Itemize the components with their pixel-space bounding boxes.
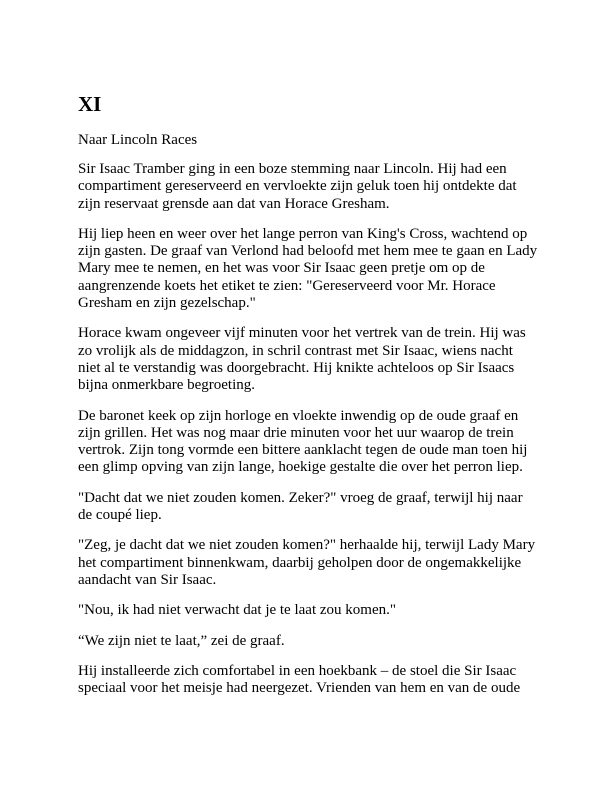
document-page (78, 92, 538, 710)
paragraph-3: Horace kwam ongeveer vijf minuten voor het vertrek van de trein. Hij was zo vrolijk als de middagzon, in schril contrast met Sir Isaac, wiens nacht niet al te verstandig was doorgebracht. Hij knikte achteloos op Sir Isaacs bijna onmerkbare begroeting. (78, 325, 526, 394)
paragraph-4: De baronet keek op zijn horloge en vloekte inwendig op de oude graaf en zijn grillen. Het was nog maar drie minuten voor het uur waarop de trein vertrok. Zijn tong vormde een bittere aanklacht tegen de oude man toen hij een glimp opving van zijn lange, hoekige gestalte die over het perron liep. (78, 407, 528, 476)
paragraph-8: “We zijn niet te laat,” zei de graaf. (78, 632, 285, 649)
paragraph-9: Hij installeerde zich comfortabel in een hoekbank – de stoel die Sir Isaac speciaal voor het meisje had neergezet. Vrienden van hem en van de oude (78, 662, 521, 697)
paragraph-5: "Dacht dat we niet zouden komen. Zeker?" vroeg de graaf, terwijl hij naar de coupé liep. (78, 489, 523, 524)
paragraph-2: Hij liep heen en weer over het lange perron van King's Cross, wachtend op zijn gasten. De graaf van Verlond had beloofd met hem mee te gaan en Lady Mary mee te nemen, en het was voor Sir Isaac geen pretje om op de aangrenzende koets het etiket te zien: "Gereserveerd voor Mr. Horace Gresham en zijn gezelschap." (78, 225, 538, 312)
paragraph-1: Sir Isaac Tramber ging in een boze stemming naar Lincoln. Hij had een compartiment gereserveerd en vervloekte zijn geluk toen hij ontdekte dat zijn reservaat grensde aan dat van Horace Gresham. (78, 161, 517, 212)
chapter-title: Naar Lincoln Races (78, 132, 198, 148)
chapter-number: XI (78, 92, 102, 116)
paragraph-7: "Nou, ik had niet verwacht dat je te laat zou komen." (78, 602, 396, 619)
paragraph-6: "Zeg, je dacht dat we niet zouden komen?" herhaalde hij, terwijl Lady Mary het compartiment binnenkwam, daarbij geholpen door de ongemakkelijke aandacht van Sir Isaac. (78, 537, 536, 588)
